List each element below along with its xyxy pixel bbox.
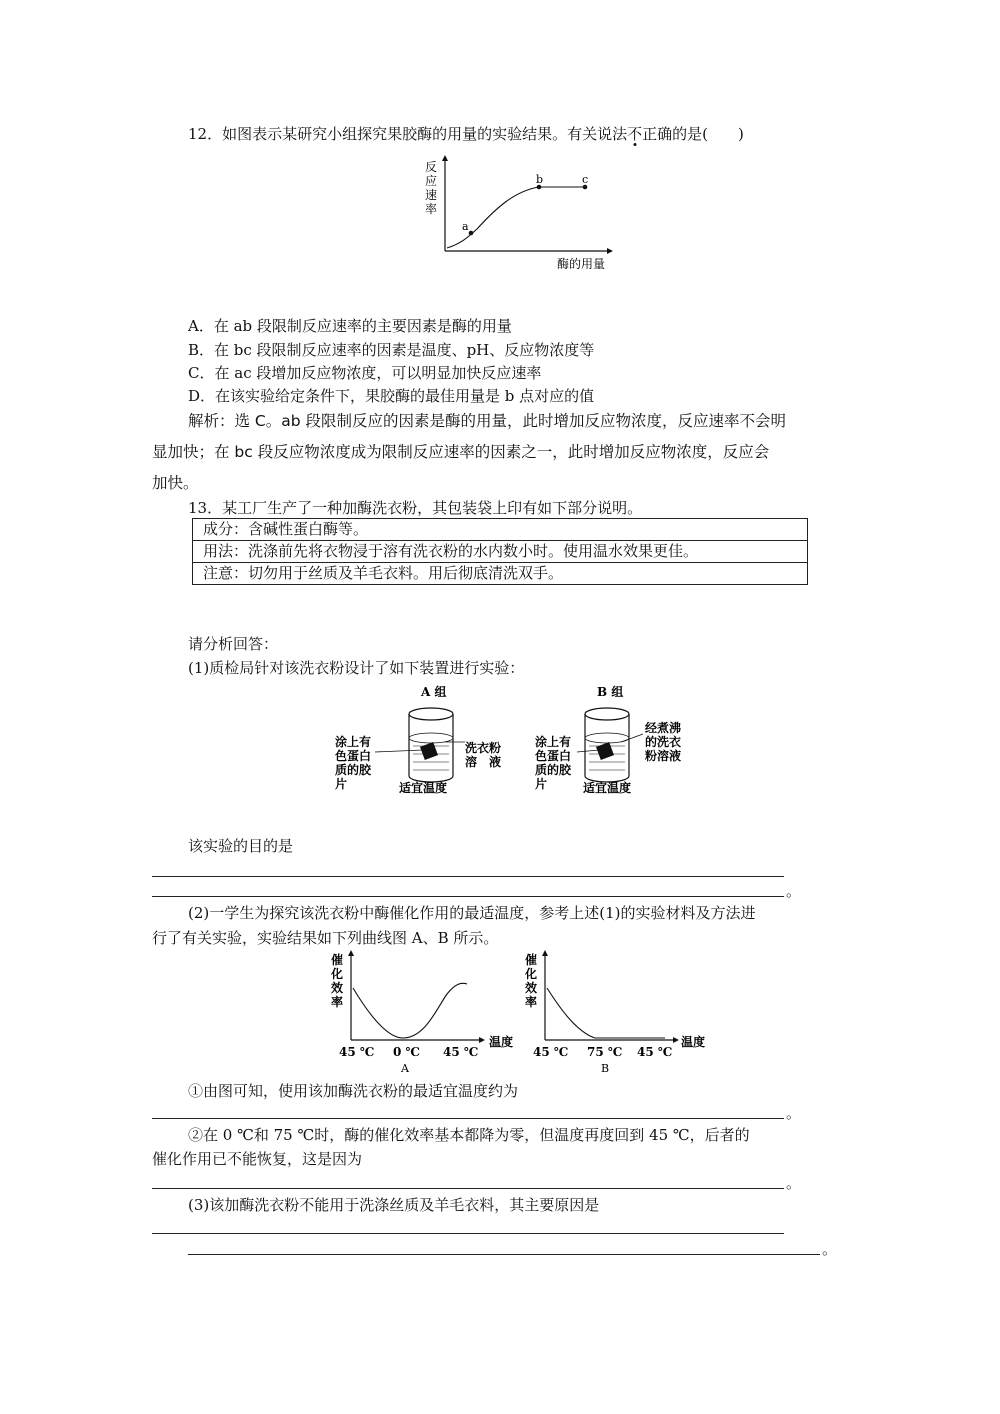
graphA-x-label: 温度 [489, 1035, 514, 1049]
q13-ask: 请分析回答： [188, 635, 279, 653]
groupA-liquid-surface [409, 733, 453, 743]
groupA-bottom-label: 适宜温度 [399, 781, 448, 795]
table-cell-usage: 用法：洗涤前先将衣物浸于溶有洗衣粉的水内数小时。使用温水效果更佳。 [193, 541, 808, 563]
graphA-tick-1: 45 ℃ [339, 1045, 375, 1059]
graphA-curve [353, 983, 467, 1038]
groupA-beaker-rim [409, 708, 453, 720]
graphA-tick-2: 0 ℃ [393, 1045, 420, 1059]
table-cell-caution: 注意：切勿用于丝质及羊毛衣料。用后彻底清洗双手。 [193, 563, 808, 585]
graphB-name: B [601, 1062, 610, 1075]
groupB-left-label-1: 涂上有 [535, 735, 572, 749]
groupB-right-label-2: 的洗衣 [645, 735, 682, 749]
q13-q2-1: ①由图可知，使用该加酶洗衣粉的最适宜温度约为 [188, 1082, 519, 1100]
graphB-y-label-1: 催 [525, 953, 538, 967]
q13-apparatus-figure [335, 680, 735, 798]
graphB-x-axis-arrow [673, 1037, 679, 1043]
groupA-gel-piece [420, 742, 438, 760]
answer-blank-part3-1[interactable] [152, 1233, 784, 1234]
graphB-y-axis-arrow [542, 950, 548, 956]
q12-option-b: B．在 bc 段限制反应速率的因素是温度、pH、反应物浓度等 [188, 341, 595, 359]
graphB-tick-2: 75 ℃ [587, 1045, 623, 1059]
graphA-y-axis-arrow [348, 950, 354, 956]
graphB-y-label-3: 效 [525, 981, 538, 995]
graphB-tick-3: 45 ℃ [637, 1045, 673, 1059]
q12-analysis-line1: 解析：选 C。ab 段限制反应的因素是酶的用量，此时增加反应物浓度，反应速率不会明 [188, 412, 787, 430]
groupA-left-label-4: 片 [335, 777, 348, 791]
q12-point-a [469, 231, 474, 236]
q12-point-c-label: c [582, 173, 589, 186]
q12-option-d: D．在该实验给定条件下，果胶酶的最佳用量是 b 点对应的值 [188, 387, 595, 405]
groupA-left-label-2: 色蛋白 [335, 749, 372, 763]
answer-blank-q2-1[interactable] [152, 1118, 784, 1119]
graphB-tick-1: 45 ℃ [533, 1045, 569, 1059]
q12-option-c: C．在 ac 段增加反应物浓度，可以明显加快反应速率 [188, 364, 542, 382]
table-row [193, 563, 808, 585]
table-row [193, 519, 808, 541]
groupB-bottom-label: 适宜温度 [583, 781, 632, 795]
table-row [193, 541, 808, 563]
q12-x-axis-arrow [607, 248, 613, 254]
groupA-right-label-2: 溶 液 [465, 755, 502, 769]
groupB-right-label-3: 粉溶液 [645, 749, 682, 763]
q12-y-label-1: 反 [425, 160, 438, 174]
graphA-y-label-2: 化 [331, 967, 344, 981]
q12-curve [447, 187, 587, 248]
end-mark: 。 [786, 1174, 802, 1192]
groupB-right-label-1: 经煮沸 [645, 721, 682, 735]
q12-enzyme-dose-chart [415, 155, 625, 275]
answer-blank-q2-2[interactable] [152, 1188, 784, 1189]
graphA-tick-3: 45 ℃ [443, 1045, 479, 1059]
q13-part2-line1: (2)一学生为探究该洗衣粉中酶催化作用的最适温度，参考上述(1)的实验材料及方法进 [188, 904, 756, 922]
groupB-left-pointer [577, 750, 599, 752]
groupB-left-label-2: 色蛋白 [535, 749, 572, 763]
q12-stem-pre: 12．如图表示某研究小组探究果胶酶的用量的实验结果。有关说法 [188, 125, 628, 143]
q12-analysis-line2: 显加快；在 bc 段反应物浓度成为限制反应速率的因素之一，此时增加反应物浓度，反应会 [152, 443, 770, 461]
groupB-left-label-3: 质的胶 [535, 763, 572, 777]
graphA-name: A [401, 1062, 409, 1075]
q12-point-a-label: a [462, 220, 469, 233]
end-mark: 。 [786, 1104, 802, 1122]
groupA-left-label-3: 质的胶 [335, 763, 372, 777]
end-mark: 。 [786, 882, 802, 900]
q12-y-label-2: 应 [425, 174, 438, 188]
graphB-x-label: 温度 [681, 1035, 706, 1049]
graphA-y-label-3: 效 [331, 981, 344, 995]
groupB-beaker-rim [585, 708, 629, 720]
graphB-curve [547, 988, 665, 1038]
groupB-gel-piece [596, 742, 614, 760]
graphB-y-label-2: 化 [525, 967, 538, 981]
end-mark: 。 [822, 1240, 838, 1258]
answer-blank-purpose-2[interactable] [152, 896, 784, 897]
graphA-x-axis-arrow [479, 1037, 485, 1043]
q13-temperature-graphs [325, 948, 725, 1078]
q13-q2-2-line1: ②在 0 ℃和 75 ℃时，酶的催化效率基本都降为零，但温度再度回到 45 ℃，后者的 [188, 1126, 750, 1144]
groupA-right-label-1: 洗衣粉 [465, 741, 502, 755]
q12-stem-post: 正确的是( ) [642, 125, 744, 143]
groupB-left-label-4: 片 [535, 777, 548, 791]
graphB-y-label-4: 率 [525, 995, 538, 1009]
groupA-title: A 组 [421, 685, 447, 699]
q12-stem-emphasis: 不 [627, 125, 643, 143]
answer-blank-purpose-1[interactable] [152, 876, 784, 877]
groupA-left-pointer [375, 750, 423, 752]
q13-part1: (1)质检局针对该洗衣粉设计了如下装置进行实验： [188, 659, 525, 677]
q12-y-axis-arrow [442, 155, 448, 161]
q13-q2-2-line2: 催化作用已不能恢复，这是因为 [152, 1150, 363, 1168]
groupA-left-label-1: 涂上有 [335, 735, 372, 749]
groupB-title: B 组 [597, 685, 624, 699]
table-cell-ingredients: 成分：含碱性蛋白酶等。 [193, 519, 808, 541]
graphA-y-label-1: 催 [331, 953, 344, 967]
q12-y-label-3: 速 [425, 188, 438, 202]
q12-point-b-label: b [536, 173, 544, 186]
q12-option-a: A．在 ab 段限制反应速率的主要因素是酶的用量 [188, 317, 512, 335]
q13-package-info-table [192, 518, 808, 585]
q13-purpose-prompt: 该实验的目的是 [188, 837, 294, 855]
q12-y-label-4: 率 [425, 202, 438, 216]
q12-x-label: 酶的用量 [557, 257, 606, 271]
q13-part3: (3)该加酶洗衣粉不能用于洗涤丝质及羊毛衣料，其主要原因是 [188, 1196, 600, 1214]
q12-analysis-line3: 加快。 [152, 474, 199, 492]
graphA-y-label-4: 率 [331, 995, 344, 1009]
q13-part2-line2: 行了有关实验，实验结果如下列曲线图 A、B 所示。 [152, 929, 499, 947]
answer-blank-part3-2[interactable] [188, 1254, 820, 1255]
q13-stem: 13．某工厂生产了一种加酶洗衣粉，其包装袋上印有如下部分说明。 [188, 499, 643, 517]
q12-stem [188, 123, 744, 145]
